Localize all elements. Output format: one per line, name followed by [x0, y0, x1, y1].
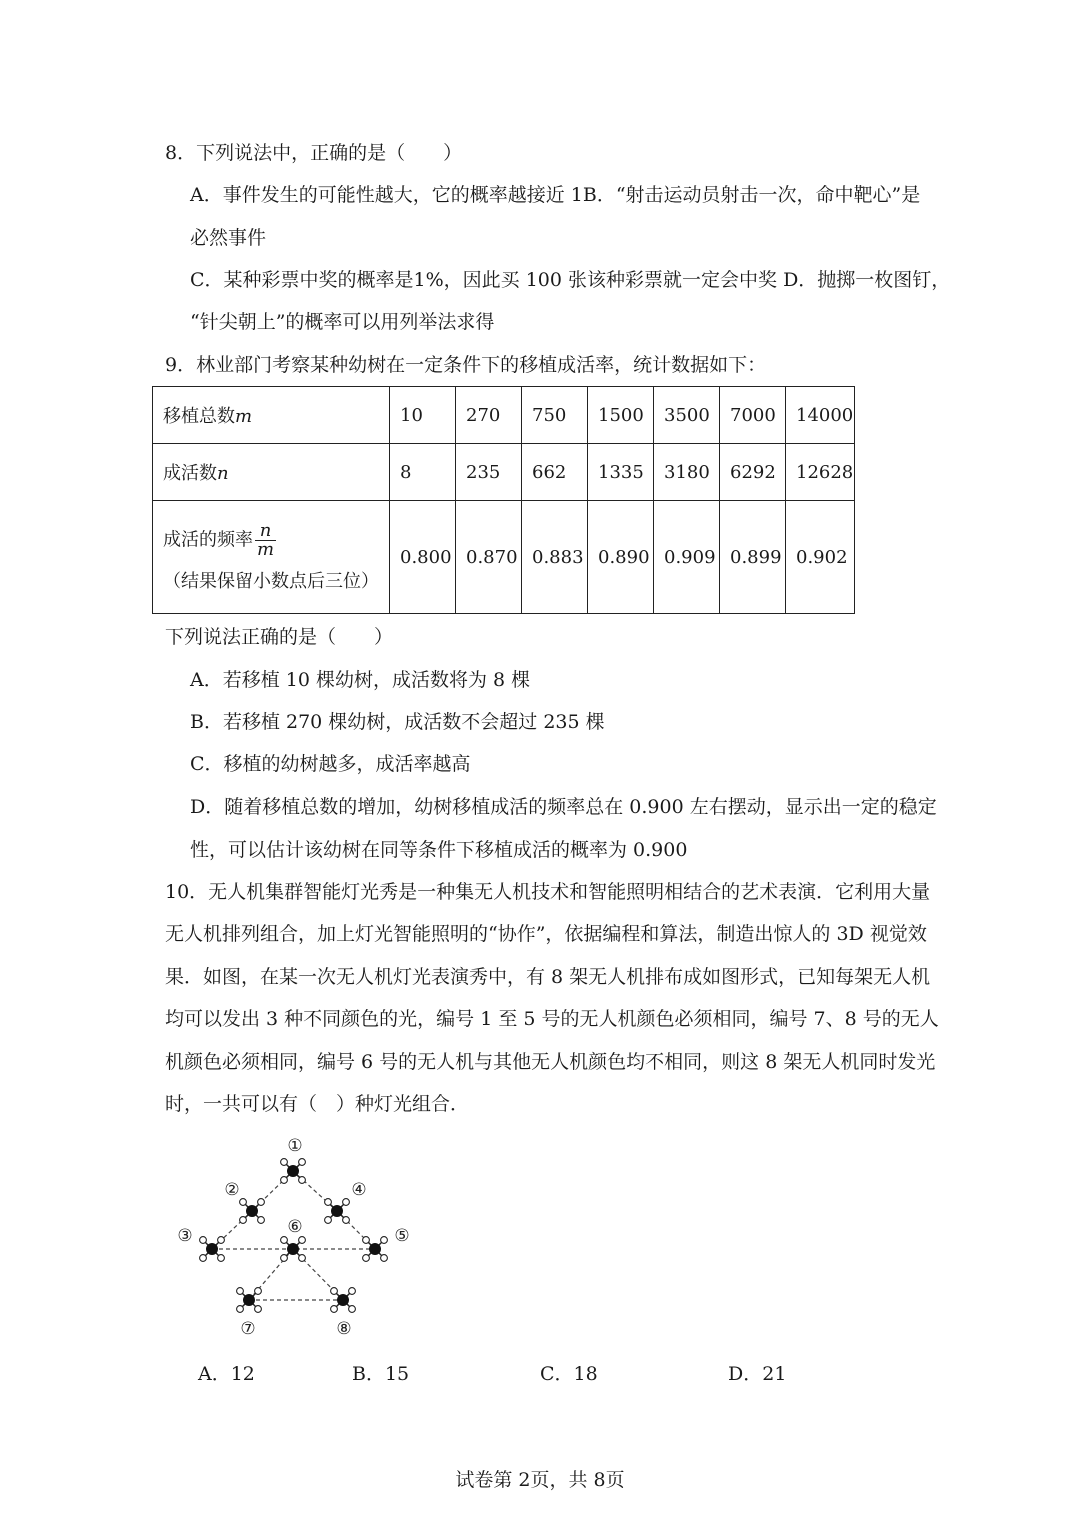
q9-prompt: 下列说法正确的是（ ）: [165, 626, 394, 648]
q8-option-a-line1: A．事件发生的可能性越大，它的概率越接近 1B．“射击运动员射击一次，命中靶心”是: [190, 184, 921, 206]
drone-2: [240, 1199, 265, 1224]
q10-text-line6: 时，一共可以有（ ）种灯光组合．: [165, 1093, 470, 1115]
q10-option-a: A．12: [198, 1363, 255, 1385]
row-label: [153, 387, 390, 444]
q9-option-b: B．若移植 270 棵幼树，成活数不会超过 235 棵: [190, 711, 605, 733]
q10-option-b: B．15: [352, 1363, 410, 1385]
q8-option-c-line1: C．某种彩票中奖的概率是1%，因此买 100 张该种彩票就一定会中奖 D．抛掷一枚图钉，: [190, 269, 951, 291]
table-cell: 0.870: [456, 501, 522, 614]
q8-option-a-line2: 必然事件: [190, 227, 267, 249]
table-cell: 0.883: [522, 501, 588, 614]
q10-text-line5: 机颜色必须相同，编号 6 号的无人机与其他无人机颜色均不相同，则这 8 架无人机同时发光: [165, 1051, 936, 1073]
table-cell: 0.909: [654, 501, 720, 614]
table-row: [153, 387, 855, 444]
table-cell: 0.899: [720, 501, 786, 614]
drone-4: [325, 1199, 350, 1224]
page-footer: 试卷第 2页，共 8页: [455, 1469, 625, 1491]
fraction-n-over-m: [255, 519, 276, 560]
drone-label-6: ⑥: [287, 1217, 303, 1237]
drone-label-8: ⑧: [336, 1319, 352, 1339]
q9-option-d-line2: 性，可以估计该幼树在同等条件下移植成活的概率为 0.900: [190, 839, 688, 861]
q8-option-c-line2: “针尖朝上”的概率可以用列举法求得: [190, 311, 495, 333]
drone-label-5: ⑤: [394, 1226, 410, 1246]
drone-label-2: ②: [224, 1180, 240, 1200]
drone-formation-figure: [165, 1130, 425, 1345]
fraction-numerator: n: [255, 522, 276, 541]
row-label-text: 成活数: [163, 463, 217, 484]
table-cell: 662: [522, 444, 588, 501]
table-cell: 1335: [588, 444, 654, 501]
survival-table: [152, 386, 855, 614]
variable-m: m: [235, 406, 253, 427]
table-cell: 7000: [720, 387, 786, 444]
q10-text-line4: 均可以发出 3 种不同颜色的光，编号 1 至 5 号的无人机颜色必须相同，编号 7、8 号的无人: [165, 1008, 939, 1030]
q10-text-line3: 果．如图，在某一次无人机灯光表演秀中，有 8 架无人机排布成如图形式，已知每架无人机: [165, 966, 931, 988]
row-label-text: 移植总数: [163, 406, 235, 427]
table-cell: 270: [456, 387, 522, 444]
q10-text-line1: 10．无人机集群智能灯光秀是一种集无人机技术和智能照明相结合的艺术表演．它利用大量: [165, 881, 931, 903]
drone-1: [281, 1159, 306, 1184]
table-cell: 750: [522, 387, 588, 444]
drone-label-4: ④: [351, 1180, 367, 1200]
q8-stem: 8．下列说法中，正确的是（ ）: [165, 142, 463, 164]
q9-option-c: C．移植的幼树越多，成活率越高: [190, 753, 471, 775]
q9-stem: 9．林业部门考察某种幼树在一定条件下的移植成活率，统计数据如下：: [165, 354, 767, 376]
drone-label-7: ⑦: [240, 1319, 256, 1339]
q10-option-d: D．21: [728, 1363, 787, 1385]
rounding-note: （结果保留小数点后三位）: [163, 570, 379, 592]
table-cell: 0.890: [588, 501, 654, 614]
table-cell: 14000: [786, 387, 855, 444]
q9-option-d-line1: D．随着移植总数的增加，幼树移植成活的频率总在 0.900 左右摆动，显示出一定的稳定: [190, 796, 937, 818]
fraction-denominator: m: [257, 538, 275, 560]
row-label: [153, 444, 390, 501]
drone-label-3: ③: [177, 1226, 193, 1246]
table-cell: 0.902: [786, 501, 855, 614]
row-label: [153, 501, 390, 614]
drone-label-1: ①: [287, 1136, 303, 1156]
table-cell: 6292: [720, 444, 786, 501]
table-cell: 8: [390, 444, 456, 501]
q9-option-a: A．若移植 10 棵幼树，成活数将为 8 棵: [190, 669, 531, 691]
q10-option-c: C．18: [540, 1363, 598, 1385]
q10-text-line2: 无人机排列组合，加上灯光智能照明的“协作”，依据编程和算法，制造出惊人的 3D 视觉效: [165, 923, 927, 945]
table-cell: 3500: [654, 387, 720, 444]
table-row: [153, 444, 855, 501]
table-cell: 3180: [654, 444, 720, 501]
table-cell: 0.800: [390, 501, 456, 614]
table-row: [153, 501, 855, 614]
table-cell: 10: [390, 387, 456, 444]
table-cell: 12628: [786, 444, 855, 501]
table-cell: 1500: [588, 387, 654, 444]
row-label-text: 成活的频率: [163, 529, 253, 550]
variable-n: n: [217, 463, 229, 484]
table-cell: 235: [456, 444, 522, 501]
